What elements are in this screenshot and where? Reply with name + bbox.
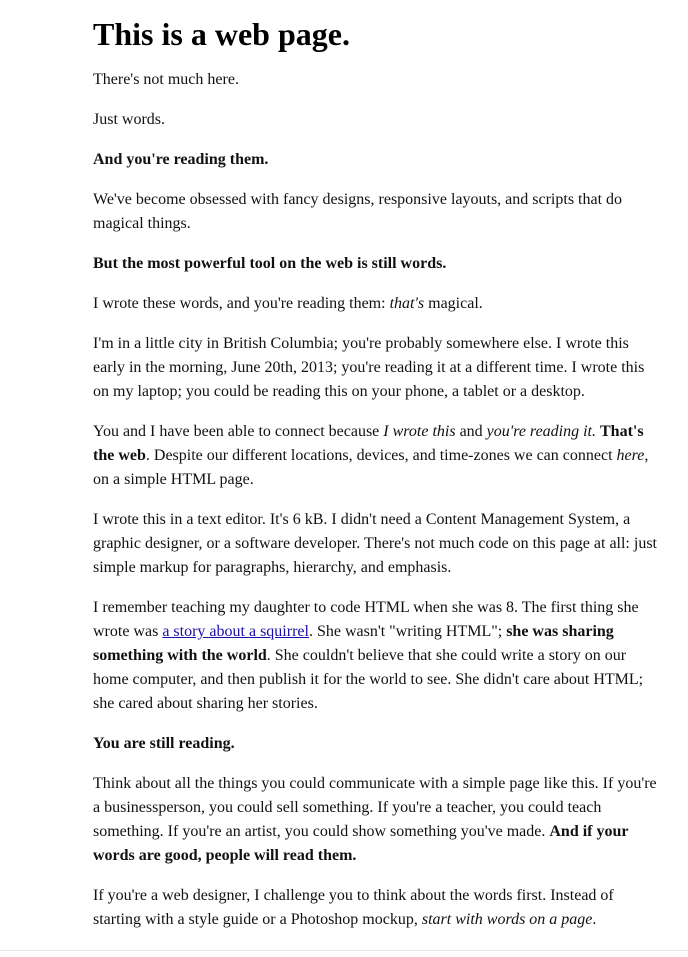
paragraph-12-text-a: Think about all the things you could communicate with a simple page like this. If you're a businessperson, you could sell something. If you're a teacher, you could teach something. If you're an artist, you could show something you've made. xyxy=(93,775,657,840)
paragraph-4: We've become obsessed with fancy designs, responsive layouts, and scripts that do magical things. xyxy=(93,191,623,232)
paragraph-8 xyxy=(93,420,663,492)
paragraph-10-strong: she was sharing something with the world xyxy=(93,623,614,664)
paragraph-3 xyxy=(93,148,663,172)
paragraph-8-em-1: I wrote this xyxy=(383,423,456,440)
paragraph-13-text-b: . xyxy=(592,911,597,928)
paragraph-13-text-a: If you're a web designer, I challenge you to think about the words first. Instead of starting with a style guide or a Photoshop mockup, xyxy=(93,887,614,928)
article xyxy=(93,0,663,948)
paragraph-8-strong: That's the web xyxy=(93,423,644,464)
bottom-divider xyxy=(0,950,688,951)
paragraph-6 xyxy=(93,292,663,316)
paragraph-10 xyxy=(93,596,663,716)
paragraph-8-em-3: here xyxy=(616,447,645,464)
paragraph-10-text-a: I remember teaching my daughter to code HTML when she was 8. The first thing she wrote was xyxy=(93,599,639,640)
paragraph-5-strong: But the most powerful tool on the web is still words. xyxy=(93,255,447,272)
paragraph-1: There's not much here. xyxy=(93,71,239,88)
page-title: This is a web page. xyxy=(93,16,350,52)
paragraph-8-text-e: , on a simple HTML page. xyxy=(93,447,649,488)
paragraph-12-strong: And if your words are good, people will read them. xyxy=(93,823,629,864)
paragraph-3-strong: And you're reading them. xyxy=(93,151,269,168)
paragraph-8-em-2: you're reading it. xyxy=(486,423,596,440)
paragraph-6-em: that's xyxy=(389,295,425,312)
paragraph-10-text-c: . She couldn't believe that she could write a story on our home computer, and then publish it for the world to see. She didn't care about HTML; she cared about sharing her stories. xyxy=(93,647,644,712)
paragraph-2: Just words. xyxy=(93,111,166,128)
paragraph-7: I'm in a little city in British Columbia; you're probably somewhere else. I wrote this early in the morning, June 20th, 2013; you're reading it at a different time. I wrote this on my laptop; you could be reading this on your phone, a tablet or a desktop. xyxy=(93,335,645,400)
paragraph-8-text-d: . Despite our different locations, devices, and time-zones we can connect xyxy=(145,447,617,464)
paragraph-6-text-a: I wrote these words, and you're reading them: xyxy=(93,295,390,312)
paragraph-11 xyxy=(93,732,663,756)
paragraph-13-em: start with words on a page xyxy=(421,911,593,928)
paragraph-13 xyxy=(93,884,663,932)
squirrel-story-link[interactable]: a story about a squirrel xyxy=(162,623,309,640)
paragraph-11-strong: You are still reading. xyxy=(93,735,235,752)
paragraph-8-text-a: You and I have been able to connect because xyxy=(93,423,384,440)
paragraph-12 xyxy=(93,772,663,868)
paragraph-8-text-b: and xyxy=(455,423,487,440)
paragraph-5 xyxy=(93,252,663,276)
paragraph-9: I wrote this in a text editor. It's 6 kB. I didn't need a Content Management System, a graphic designer, or a software developer. There's not much code on this page at all: just simple markup for paragraphs, hierarchy, and emphasis. xyxy=(93,511,657,576)
paragraph-10-text-b: . She wasn't "writing HTML"; xyxy=(308,623,507,640)
paragraph-6-text-b: magical. xyxy=(424,295,483,312)
